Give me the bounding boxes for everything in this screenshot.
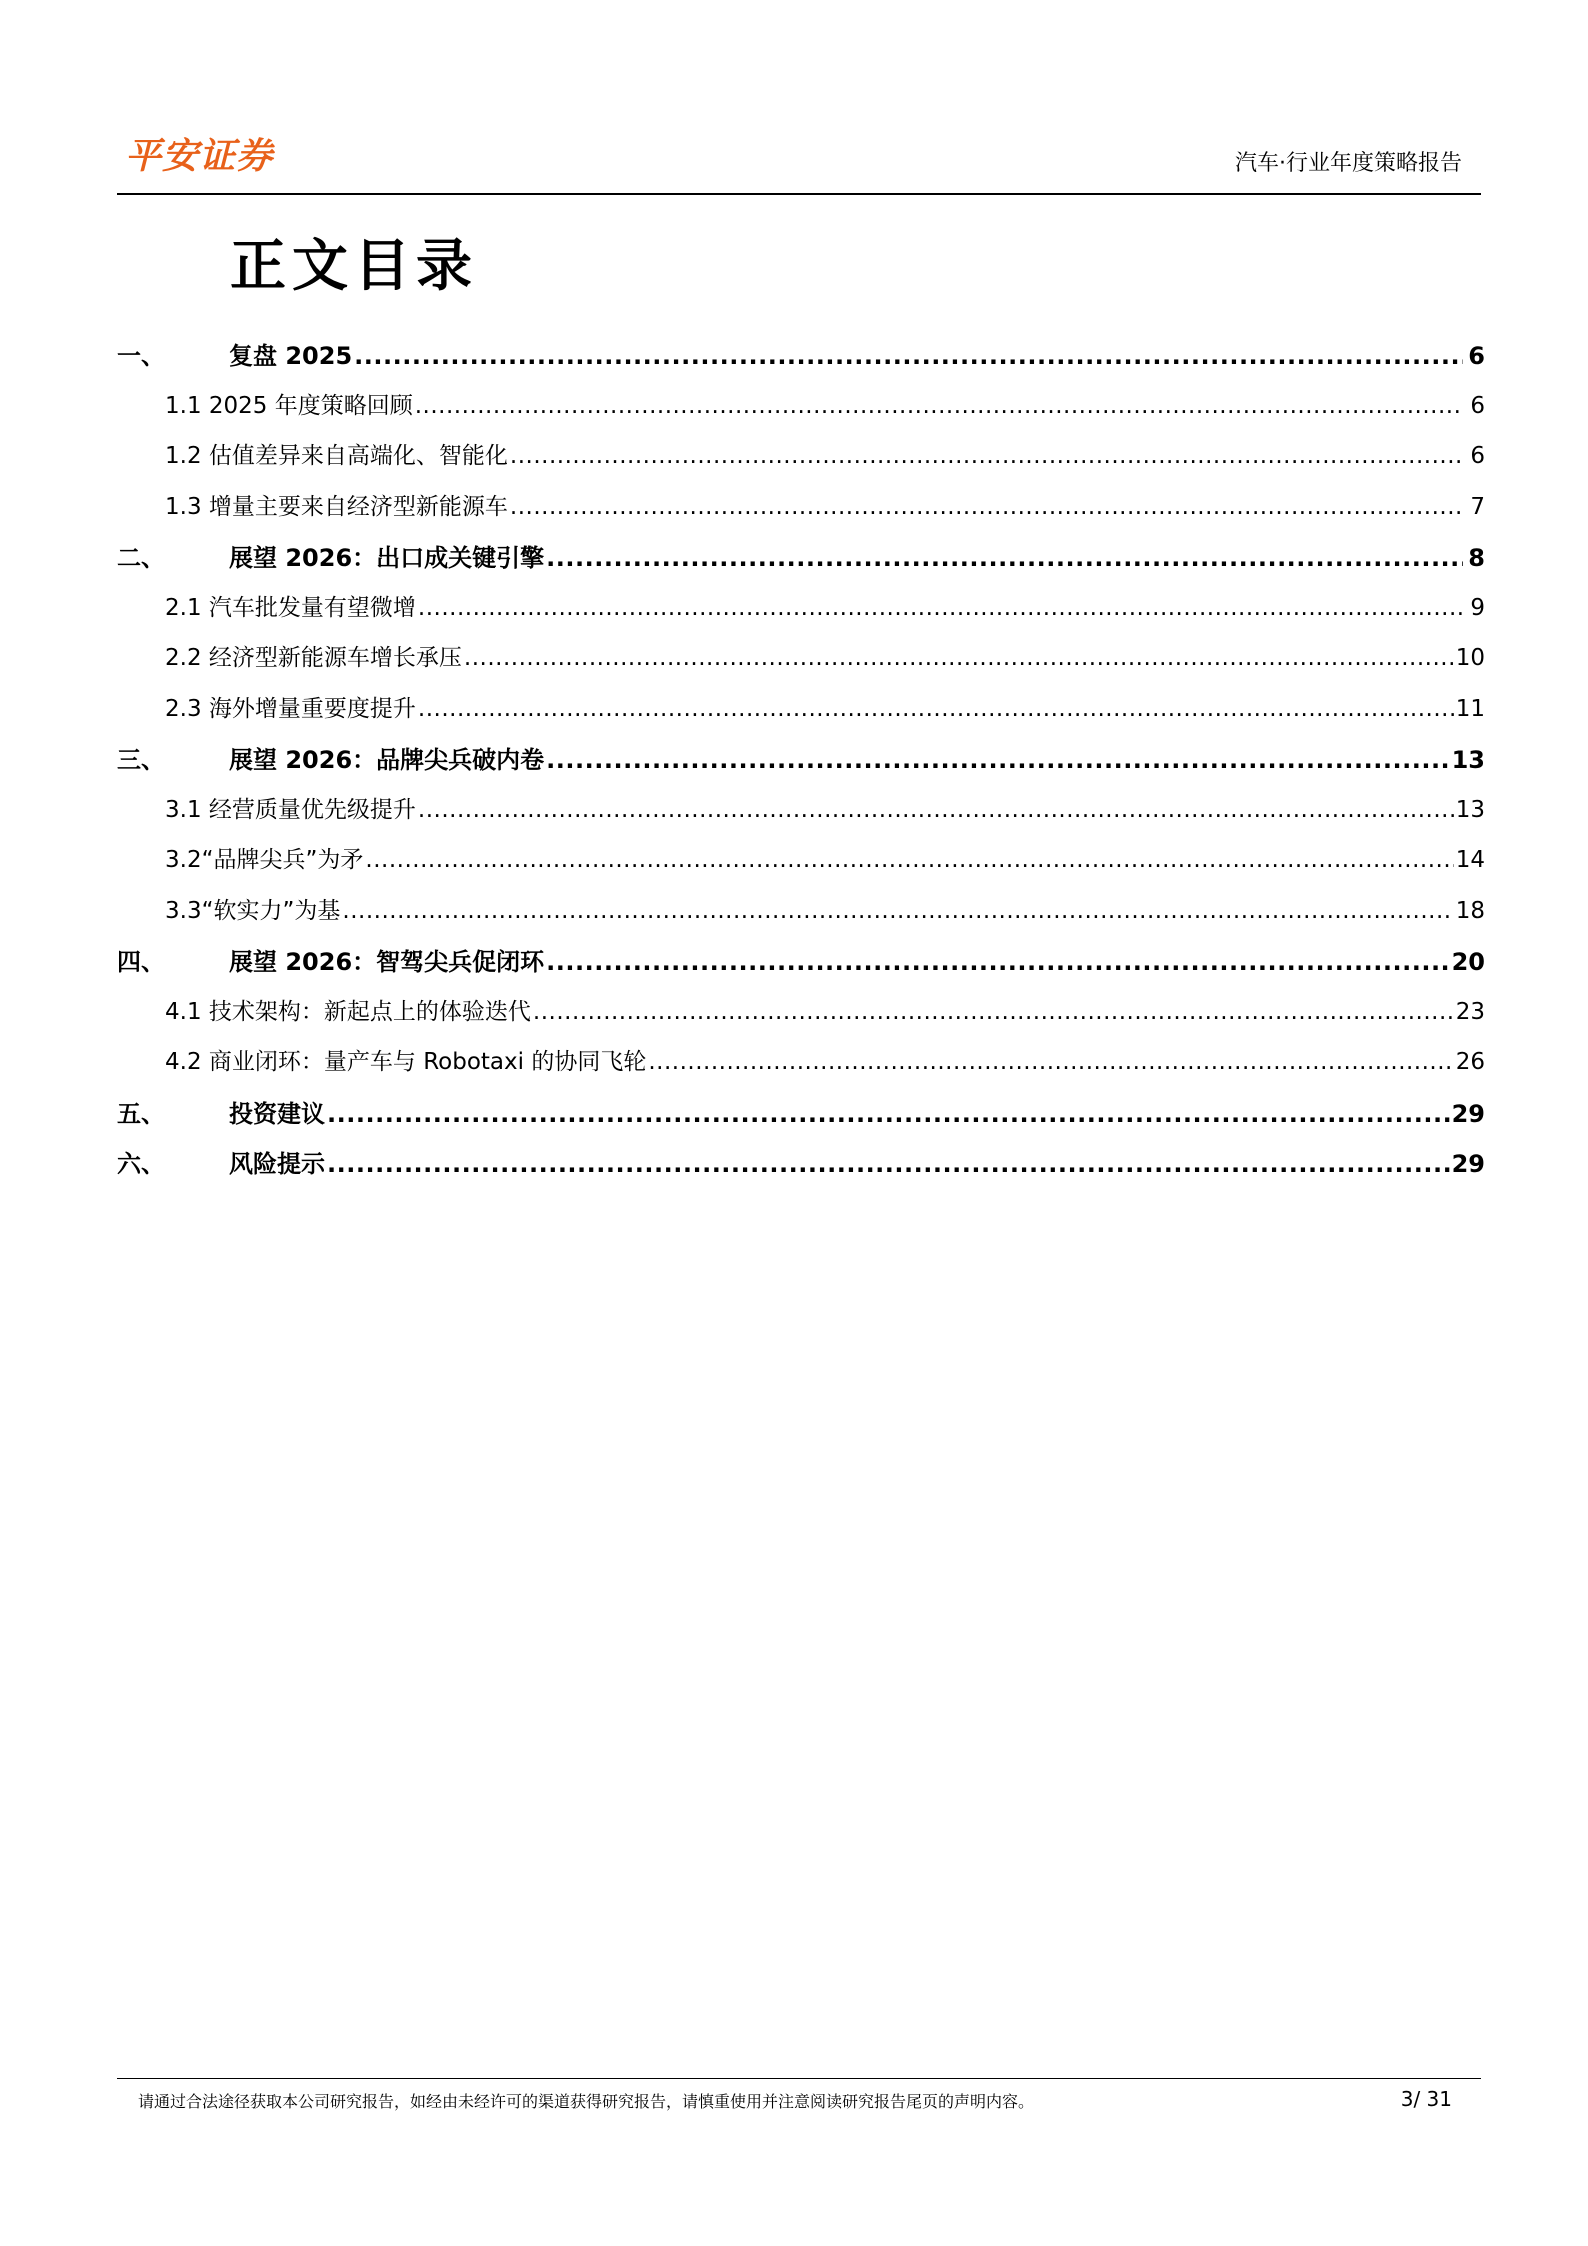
toc-page-number: 9 <box>1470 594 1485 621</box>
toc-dot-leader <box>365 847 1453 873</box>
toc-dot-leader <box>327 1150 1450 1178</box>
toc-entry-label: 风险提示 <box>229 1150 325 1178</box>
toc-chapter-entry[interactable] <box>117 1144 1485 1195</box>
toc-entry-label: 展望 2026：智驾尖兵促闭环 <box>229 948 545 976</box>
toc-dot-leader <box>418 595 1463 621</box>
toc-page-number: 6 <box>1468 342 1485 370</box>
toc-entry-label: 3.3“软实力”为基 <box>165 897 341 924</box>
toc-chapter-number: 五、 <box>117 1099 165 1128</box>
toc-entry-label: 1.3 增量主要来自经济型新能源车 <box>165 493 508 520</box>
toc-page-number: 8 <box>1468 544 1485 572</box>
toc-chapter-entry[interactable] <box>117 1094 1485 1145</box>
toc-dot-leader <box>415 393 1463 419</box>
toc-chapter-number: 二、 <box>117 544 165 572</box>
toc-dot-leader <box>327 1100 1450 1128</box>
toc-dot-leader <box>418 797 1454 823</box>
toc-page-number: 6 <box>1470 443 1485 469</box>
toc-entry-label: 展望 2026：品牌尖兵破内卷 <box>229 746 545 774</box>
toc-dot-leader <box>418 696 1454 722</box>
toc-page-number: 29 <box>1451 1099 1485 1128</box>
toc-section-entry[interactable] <box>117 892 1485 943</box>
toc-section-entry[interactable] <box>117 841 1485 892</box>
header-divider <box>117 193 1481 195</box>
toc-dot-leader <box>546 746 1449 774</box>
toc-entry-label: 展望 2026：出口成关键引擎 <box>229 544 545 572</box>
toc-dot-leader <box>464 645 1454 671</box>
toc-page-number: 14 <box>1455 847 1485 873</box>
toc-entry-label: 2.1 汽车批发量有望微增 <box>165 594 416 621</box>
toc-entry-label: 4.1 技术架构：新起点上的体验迭代 <box>165 998 531 1025</box>
toc-page-number: 6 <box>1470 392 1485 419</box>
toc-chapter-entry[interactable] <box>117 740 1485 791</box>
toc-dot-leader <box>648 1049 1453 1075</box>
toc-page-number: 11 <box>1455 695 1485 722</box>
table-of-contents <box>117 336 1485 1195</box>
toc-section-entry[interactable] <box>117 589 1485 640</box>
toc-entry-label: 3.1 经营质量优先级提升 <box>165 796 416 823</box>
toc-dot-leader <box>342 898 1453 924</box>
toc-page-number: 26 <box>1455 1049 1485 1075</box>
toc-chapter-entry[interactable] <box>117 538 1485 589</box>
toc-dot-leader <box>510 494 1463 520</box>
toc-entry-label: 投资建议 <box>229 1099 325 1128</box>
toc-page-number: 13 <box>1455 796 1485 823</box>
toc-section-entry[interactable] <box>117 993 1485 1044</box>
toc-chapter-entry[interactable] <box>117 942 1485 993</box>
toc-section-entry[interactable] <box>117 387 1485 438</box>
toc-dot-leader <box>546 544 1463 572</box>
toc-section-entry[interactable] <box>117 488 1485 539</box>
toc-page-number: 13 <box>1451 746 1485 774</box>
toc-dot-leader <box>354 342 1463 370</box>
toc-section-entry[interactable] <box>117 690 1485 741</box>
toc-section-entry[interactable] <box>117 437 1485 488</box>
toc-entry-label: 3.2“品牌尖兵”为矛 <box>165 847 364 873</box>
toc-section-entry[interactable] <box>117 639 1485 690</box>
toc-page-number: 23 <box>1455 998 1485 1025</box>
toc-chapter-entry[interactable] <box>117 336 1485 387</box>
toc-entry-label: 1.2 估值差异来自高端化、智能化 <box>165 443 508 469</box>
toc-heading: 正文目录 <box>230 234 478 299</box>
report-title: 汽车·行业年度策略报告 <box>1235 151 1462 176</box>
toc-page-number: 7 <box>1470 493 1485 520</box>
toc-page-number: 29 <box>1451 1150 1485 1178</box>
toc-entry-label: 2.2 经济型新能源车增长承压 <box>165 645 462 671</box>
toc-page-number: 20 <box>1451 948 1485 976</box>
toc-page-number: 10 <box>1455 645 1485 671</box>
toc-chapter-number: 六、 <box>117 1150 165 1178</box>
page-number: 3/ 31 <box>1400 2087 1452 2111</box>
toc-dot-leader <box>546 948 1449 976</box>
toc-dot-leader <box>533 999 1454 1025</box>
toc-section-entry[interactable] <box>117 791 1485 842</box>
toc-section-entry[interactable] <box>117 1043 1485 1094</box>
footer-divider <box>117 2078 1481 2079</box>
toc-entry-label: 复盘 2025 <box>229 342 353 370</box>
footer-disclaimer: 请通过合法途径获取本公司研究报告，如经由未经许可的渠道获得研究报告，请慎重使用并注意阅读研究报告尾页的声明内容。 <box>138 2092 1035 2111</box>
toc-dot-leader <box>510 443 1463 469</box>
toc-chapter-number: 三、 <box>117 746 165 774</box>
toc-entry-label: 2.3 海外增量重要度提升 <box>165 695 416 722</box>
toc-page-number: 18 <box>1455 897 1485 924</box>
toc-entry-label: 1.1 2025 年度策略回顾 <box>165 392 413 419</box>
toc-entry-label: 4.2 商业闭环：量产车与 Robotaxi 的协同飞轮 <box>165 1049 647 1075</box>
toc-chapter-number: 一、 <box>117 342 165 370</box>
toc-chapter-number: 四、 <box>117 948 165 976</box>
brand-logo: 平安证券 <box>125 136 274 177</box>
